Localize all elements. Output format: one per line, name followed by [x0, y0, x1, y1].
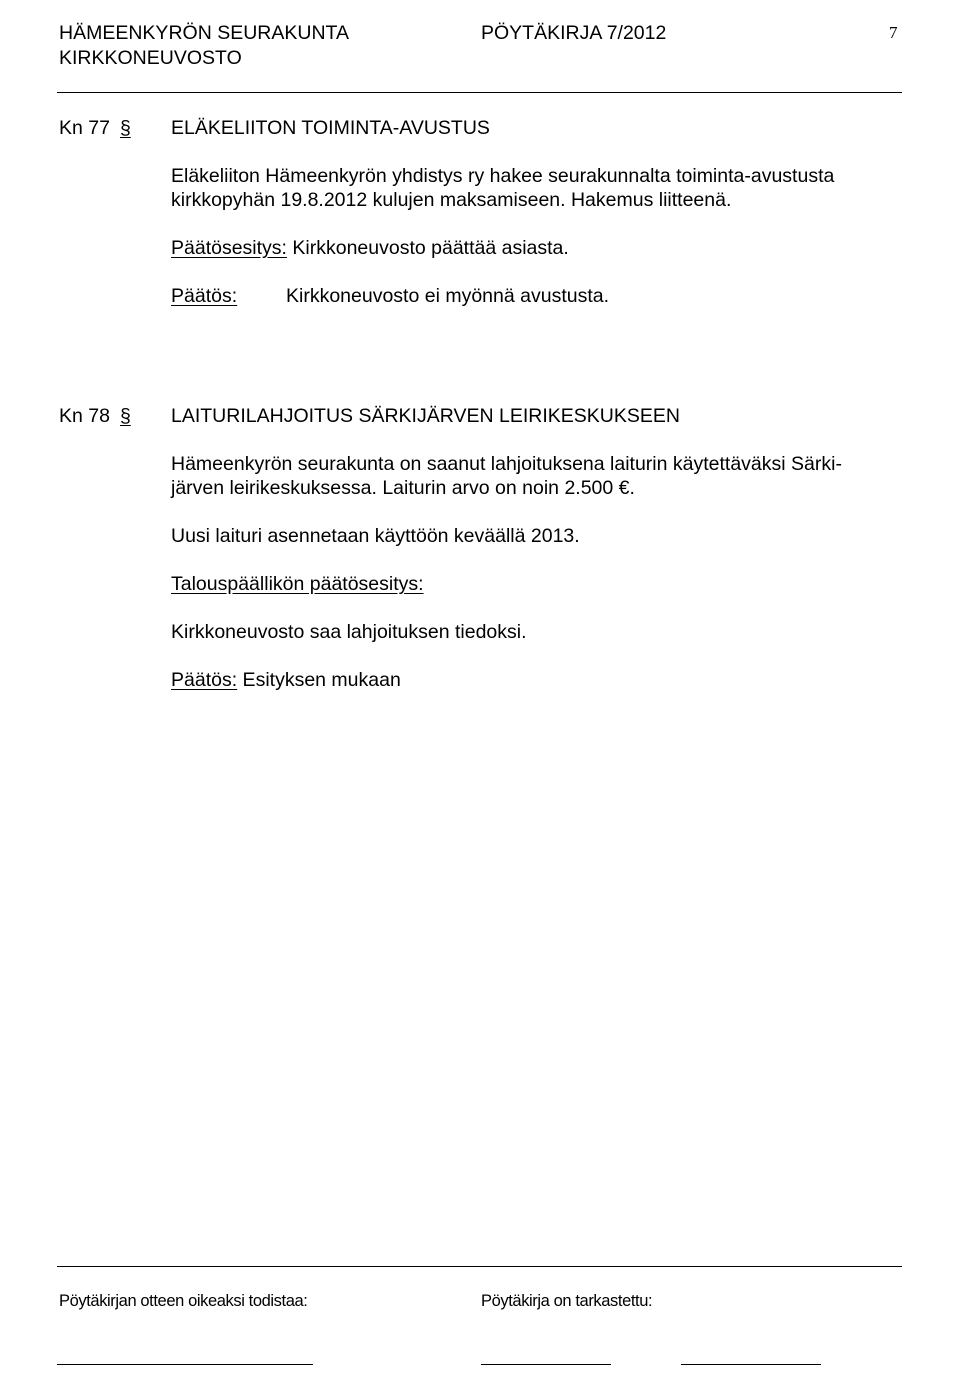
proposal-label: Talouspäällikön päätösesitys:	[171, 573, 424, 595]
signature-line	[481, 1364, 611, 1365]
decision-text: Esityksen mukaan	[237, 669, 401, 691]
decision-line	[171, 671, 401, 691]
proposal-label: Päätösesitys:	[171, 237, 287, 259]
header-divider	[57, 92, 902, 93]
organization-name: HÄMEENKYRÖN SEURAKUNTA	[59, 22, 350, 44]
item-title: ELÄKELIITON TOIMINTA-AVUSTUS	[171, 117, 490, 139]
item-body-line: kirkkopyhän 19.8.2012 kulujen maksamiseen. Hakemus liitteenä.	[171, 189, 732, 211]
section-sign: §	[120, 117, 131, 139]
page-number: 7	[889, 23, 898, 42]
item-number: Kn 78	[59, 405, 110, 427]
organization-body: KIRKKONEUVOSTO	[59, 47, 242, 69]
decision-text: Kirkkoneuvosto ei myönnä avustusta.	[286, 285, 610, 307]
item-body-line: järven leirikeskuksessa. Laiturin arvo on noin 2.500 €.	[171, 477, 635, 499]
proposal-text: Kirkkoneuvosto päättää asiasta.	[292, 237, 569, 259]
item-title: LAITURILAHJOITUS SÄRKIJÄRVEN LEIRIKESKUKSEEN	[171, 405, 680, 427]
proposal-text: Kirkkoneuvosto saa lahjoituksen tiedoksi.	[171, 621, 527, 643]
signature-line	[57, 1364, 313, 1365]
footer-certify-label: Pöytäkirjan otteen oikeaksi todistaa:	[59, 1292, 308, 1310]
proposal-line	[171, 239, 569, 259]
decision-label: Päätös:	[171, 669, 238, 691]
decision-label: Päätös:	[171, 285, 238, 307]
item-body-line: Hämeenkyrön seurakunta on saanut lahjoituksena laiturin käytettäväksi Särki-	[171, 453, 842, 475]
footer-divider	[57, 1266, 902, 1267]
signature-line	[681, 1364, 821, 1365]
item-body-line: Uusi laituri asennetaan käyttöön keväällä 2013.	[171, 525, 580, 547]
footer-reviewed-label: Pöytäkirja on tarkastettu:	[481, 1292, 653, 1310]
item-number: Kn 77	[59, 117, 110, 139]
document-title: PÖYTÄKIRJA 7/2012	[481, 22, 667, 44]
item-body-line: Eläkeliiton Hämeenkyrön yhdistys ry hakee seurakunnalta toiminta-avustusta	[171, 165, 835, 187]
section-sign: §	[120, 405, 131, 427]
